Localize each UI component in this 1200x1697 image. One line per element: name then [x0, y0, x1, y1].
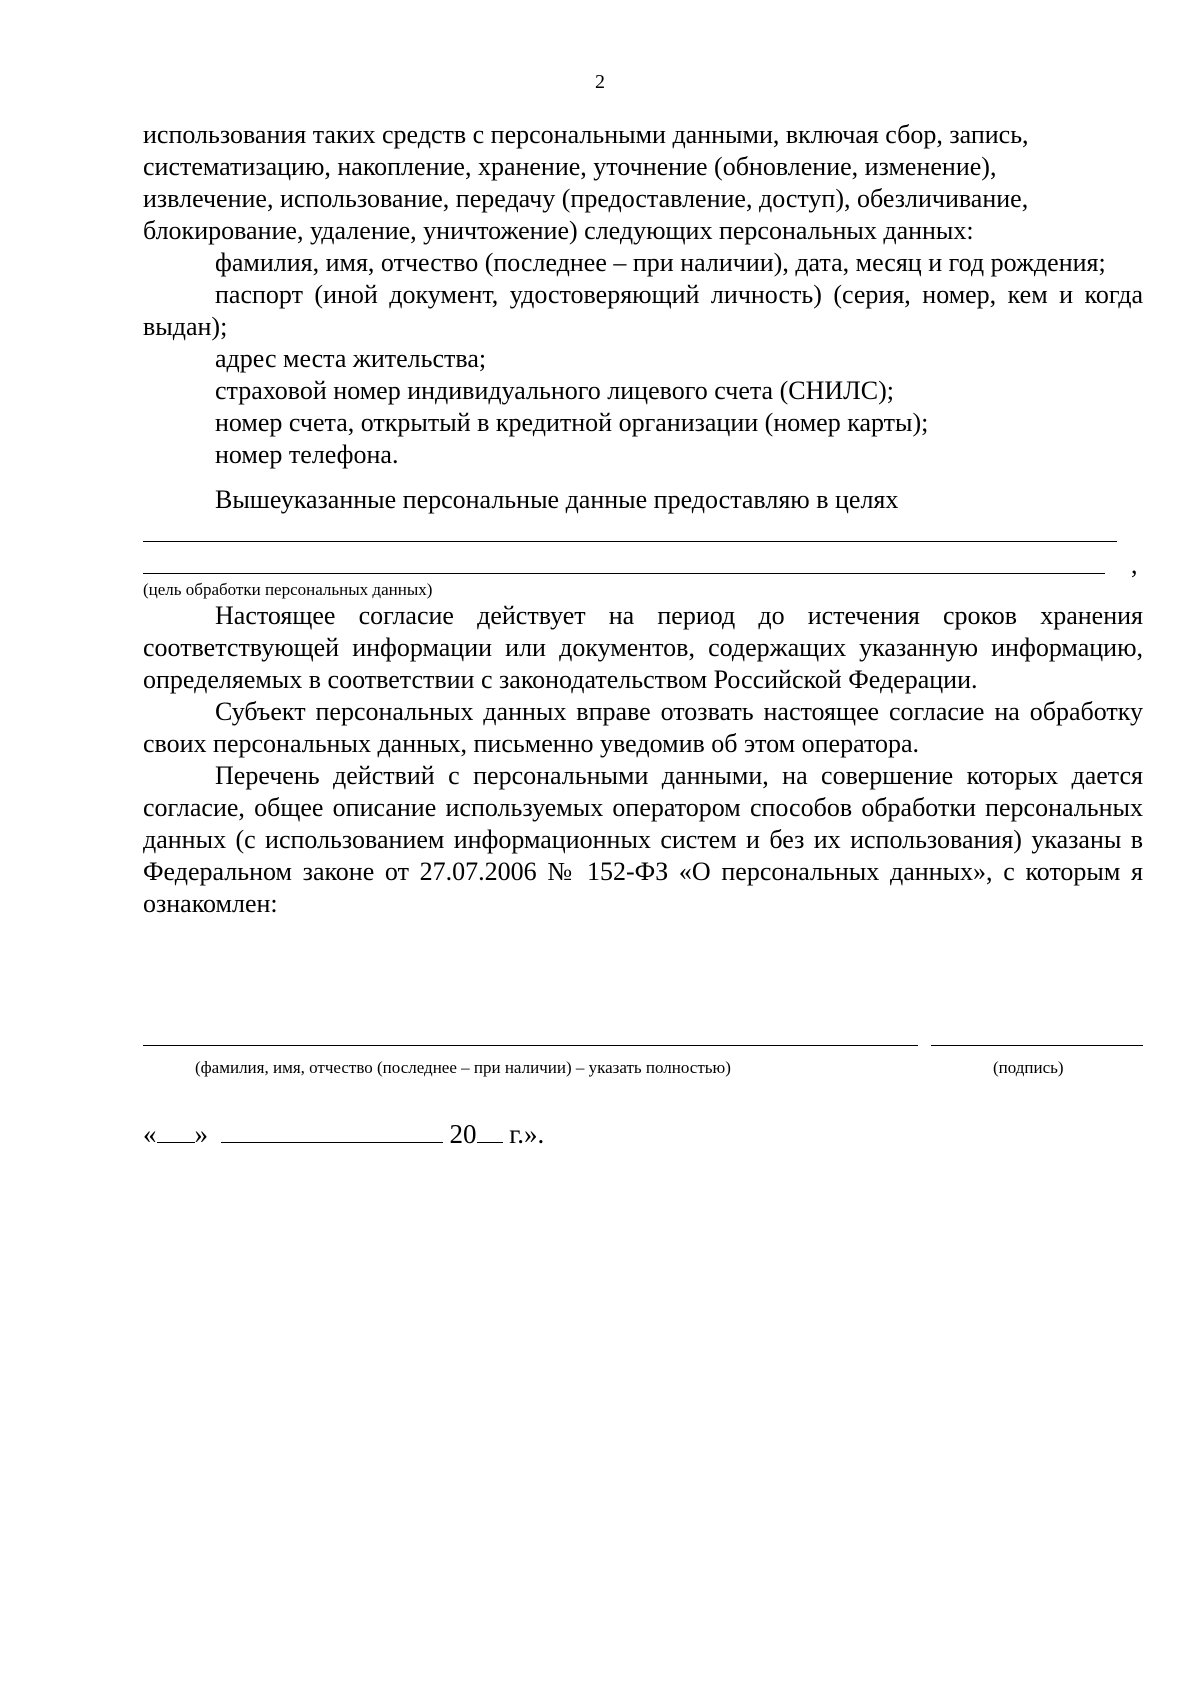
- signature-caption: (подпись): [993, 1058, 1064, 1077]
- date-open-quote: «: [143, 1119, 157, 1149]
- revoke-paragraph: Субъект персональных данных вправе отозвать настоящее согласие на обработку своих персональных данных, письменно уведомив об этом оператора.: [143, 697, 1143, 758]
- list-item-phone: номер телефона.: [215, 440, 399, 469]
- date-close-quote: »: [194, 1119, 208, 1149]
- paragraph-line: извлечение, использование, передачу (предоставление, доступ), обезличивание,: [143, 184, 1029, 213]
- actions-paragraph: Перечень действий с персональными данными, на совершение которых дается согласие, общее описание используемых оператором способов обработки персональных данных (с использованием информационных систем и без их использования) указаны в Федеральном законе от 27.07.2006 № 152-ФЗ «О персональных данных», с которым я ознакомлен:: [143, 761, 1143, 918]
- paragraph-line: блокирование, удаление, уничтожение) следующих персональных данных:: [143, 216, 974, 245]
- signature-block: [143, 1045, 1143, 1105]
- document-body: [143, 119, 1143, 920]
- date-suffix: г.».: [509, 1119, 545, 1149]
- year-field[interactable]: [477, 1120, 503, 1143]
- signature-field[interactable]: [931, 1045, 1143, 1046]
- full-name-field[interactable]: [143, 1045, 918, 1046]
- list-item-address: адрес места жительства;: [215, 344, 487, 373]
- purpose-blank-line-2[interactable]: [143, 548, 1143, 580]
- paragraph-line: использования таких средств с персональными данными, включая сбор, запись,: [143, 120, 1029, 149]
- validity-paragraph: Настоящее согласие действует на период до истечения сроков хранения соответствующей информации или документов, содержащих указанную информацию, определяемых в соответствии с законодательством Российской Федерации.: [143, 601, 1143, 694]
- list-item-passport: паспорт (иной документ, удостоверяющий личность) (серия, номер, кем и когда выдан);: [143, 280, 1143, 341]
- purpose-caption: (цель обработки персональных данных): [143, 580, 433, 599]
- page-number: 2: [595, 71, 605, 93]
- full-name-caption: (фамилия, имя, отчество (последнее – при наличии) – указать полностью): [195, 1058, 731, 1077]
- purpose-statement: Вышеуказанные персональные данные предоставляю в целях: [215, 485, 899, 514]
- day-field[interactable]: [157, 1120, 195, 1143]
- year-prefix: 20: [449, 1119, 477, 1149]
- month-field[interactable]: [221, 1120, 443, 1143]
- date-line: [143, 1118, 544, 1150]
- list-item-account: номер счета, открытый в кредитной организации (номер карты);: [215, 408, 929, 437]
- purpose-blank-line-1[interactable]: [143, 516, 1143, 548]
- paragraph-line: систематизацию, накопление, хранение, уточнение (обновление, изменение),: [143, 152, 997, 181]
- list-item-full-name: фамилия, имя, отчество (последнее – при наличии), дата, месяц и год рождения;: [215, 248, 1106, 277]
- list-item-snils: страховой номер индивидуального лицевого счета (СНИЛС);: [215, 376, 894, 405]
- purpose-comma: ,: [1131, 550, 1138, 579]
